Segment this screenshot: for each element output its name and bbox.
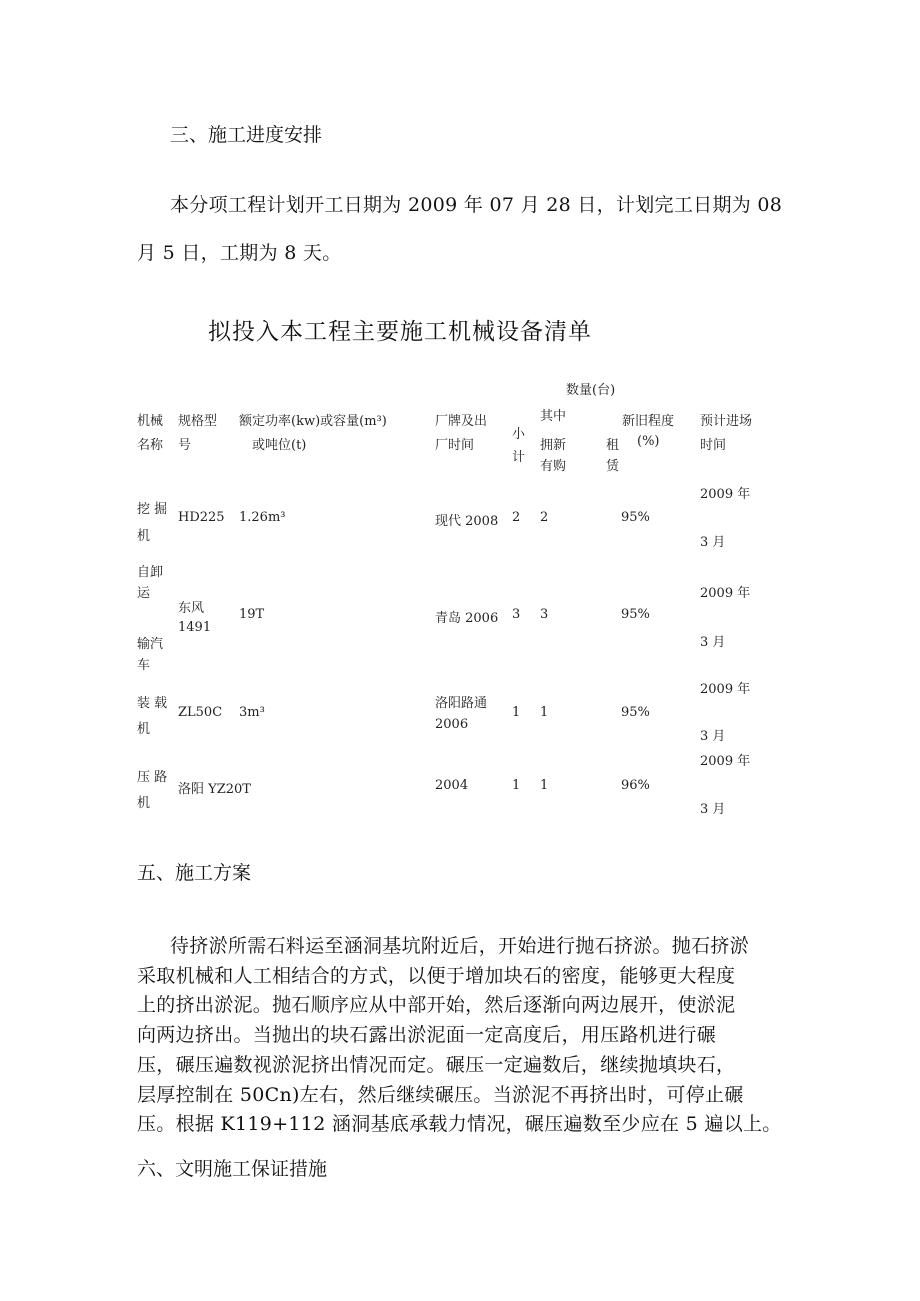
- cell-name: 机: [137, 796, 151, 811]
- cell-time: 2009 年: [700, 754, 751, 769]
- cell-time: 3 月: [700, 635, 726, 650]
- header-owned-1: 拥新: [540, 438, 567, 453]
- header-name-2: 名称: [137, 438, 164, 453]
- cell-maker: 2004: [435, 778, 469, 793]
- cell-time: 2009 年: [700, 586, 751, 601]
- cell-name: 自卸: [137, 565, 164, 580]
- cell-time: 2009 年: [700, 487, 751, 502]
- cell-spec: HD225: [178, 510, 225, 525]
- cell-subtotal: 3: [512, 607, 521, 622]
- cell-maker: 洛阳路通: [435, 696, 488, 711]
- header-time-1: 预计进场: [700, 414, 753, 429]
- paragraph-line: 压。根据 K119+112 涵洞基底承载力情况，碾压遍数至少应在 5 遍以上。: [137, 1113, 782, 1135]
- section-heading-civilized: 六、文明施工保证措施: [137, 1158, 328, 1180]
- cell-subtotal: 1: [512, 705, 521, 720]
- header-quantity: 数量(台): [566, 383, 616, 398]
- cell-name: 装 载: [137, 696, 168, 711]
- header-rent-1: 租: [606, 438, 620, 453]
- cell-name: 压 路: [137, 770, 168, 785]
- cell-power: 1.26m³: [239, 510, 286, 525]
- paragraph-line: 待挤淤所需石料运至涵洞基坑附近后，开始进行抛石挤淤。抛石挤淤: [170, 935, 750, 957]
- table-title: 拟投入本工程主要施工机械设备清单: [208, 319, 592, 345]
- header-rent-2: 赁: [606, 459, 620, 474]
- cell-time: 3 月: [700, 802, 726, 817]
- paragraph-line: 压，碾压遍数视淤泥挤出情况而定。碾压一定遍数后，继续抛填块石，: [137, 1054, 736, 1076]
- cell-name: 输汽: [137, 637, 164, 652]
- cell-owned: 1: [540, 778, 549, 793]
- header-time-2: 时间: [700, 438, 727, 453]
- cell-name: 机: [137, 722, 151, 737]
- header-subtotal-1: 小: [512, 427, 526, 442]
- header-power-1: 额定功率(kw)或容量(m³): [239, 414, 387, 429]
- cell-power: 19T: [239, 607, 265, 622]
- cell-owned: 1: [540, 705, 549, 720]
- header-name-1: 机械: [137, 414, 164, 429]
- schedule-paragraph-line-1: 本分项工程计划开工日期为 2009 年 07 月 28 日，计划完工日期为 08: [170, 194, 783, 216]
- cell-maker: 2006: [435, 717, 469, 732]
- cell-maker: 现代 2008: [435, 514, 499, 529]
- cell-name: 挖 掘: [137, 502, 168, 517]
- cell-spec: 1491: [178, 620, 212, 635]
- cell-owned: 3: [540, 607, 549, 622]
- cell-power: 3m³: [239, 705, 265, 720]
- cell-maker: 青岛 2006: [435, 611, 499, 626]
- cell-condition: 95%: [621, 510, 650, 525]
- cell-time: 2009 年: [700, 682, 751, 697]
- cell-time: 3 月: [700, 535, 726, 550]
- cell-condition: 96%: [621, 778, 650, 793]
- header-condition-1: 新旧程度: [622, 414, 675, 429]
- cell-time: 3 月: [700, 729, 726, 744]
- cell-name: 运: [137, 586, 151, 601]
- schedule-paragraph-line-2: 月 5 日，工期为 8 天。: [137, 242, 342, 264]
- cell-spec: ZL50C: [178, 705, 223, 720]
- cell-name: 机: [137, 529, 151, 544]
- section-heading-schedule: 三、施工进度安排: [170, 124, 323, 146]
- header-owned-2: 有购: [540, 459, 567, 474]
- cell-name: 车: [137, 658, 151, 673]
- header-maker-2: 厂时间: [435, 438, 475, 453]
- cell-condition: 95%: [621, 607, 650, 622]
- header-spec-2: 号: [178, 438, 192, 453]
- header-spec-1: 规格型: [178, 414, 218, 429]
- header-maker-1: 厂牌及出: [435, 414, 488, 429]
- paragraph-line: 采取机械和人工相结合的方式，以便于增加块石的密度，能够更大程度: [137, 965, 736, 987]
- cell-subtotal: 2: [512, 510, 521, 525]
- header-among: 其中: [540, 409, 567, 424]
- paragraph-line: 层厚控制在 50Cn)左右，然后继续碾压。当淤泥不再挤出时，可停止碾: [137, 1084, 744, 1106]
- cell-subtotal: 1: [512, 778, 521, 793]
- cell-spec: 东风: [178, 601, 205, 616]
- cell-owned: 2: [540, 510, 549, 525]
- header-subtotal-2: 计: [512, 450, 526, 465]
- paragraph-line: 上的挤出淤泥。抛石顺序应从中部开始，然后逐渐向两边展开，使淤泥: [137, 994, 736, 1016]
- section-heading-plan: 五、施工方案: [137, 862, 252, 884]
- paragraph-line: 向两边挤出。当抛出的块石露出淤泥面一定高度后，用压路机进行碾: [137, 1024, 717, 1046]
- header-power-2: 或吨位(t): [252, 438, 307, 453]
- cell-condition: 95%: [621, 705, 650, 720]
- cell-spec: 洛阳 YZ20T: [178, 782, 251, 797]
- header-condition-2: (%): [637, 434, 660, 449]
